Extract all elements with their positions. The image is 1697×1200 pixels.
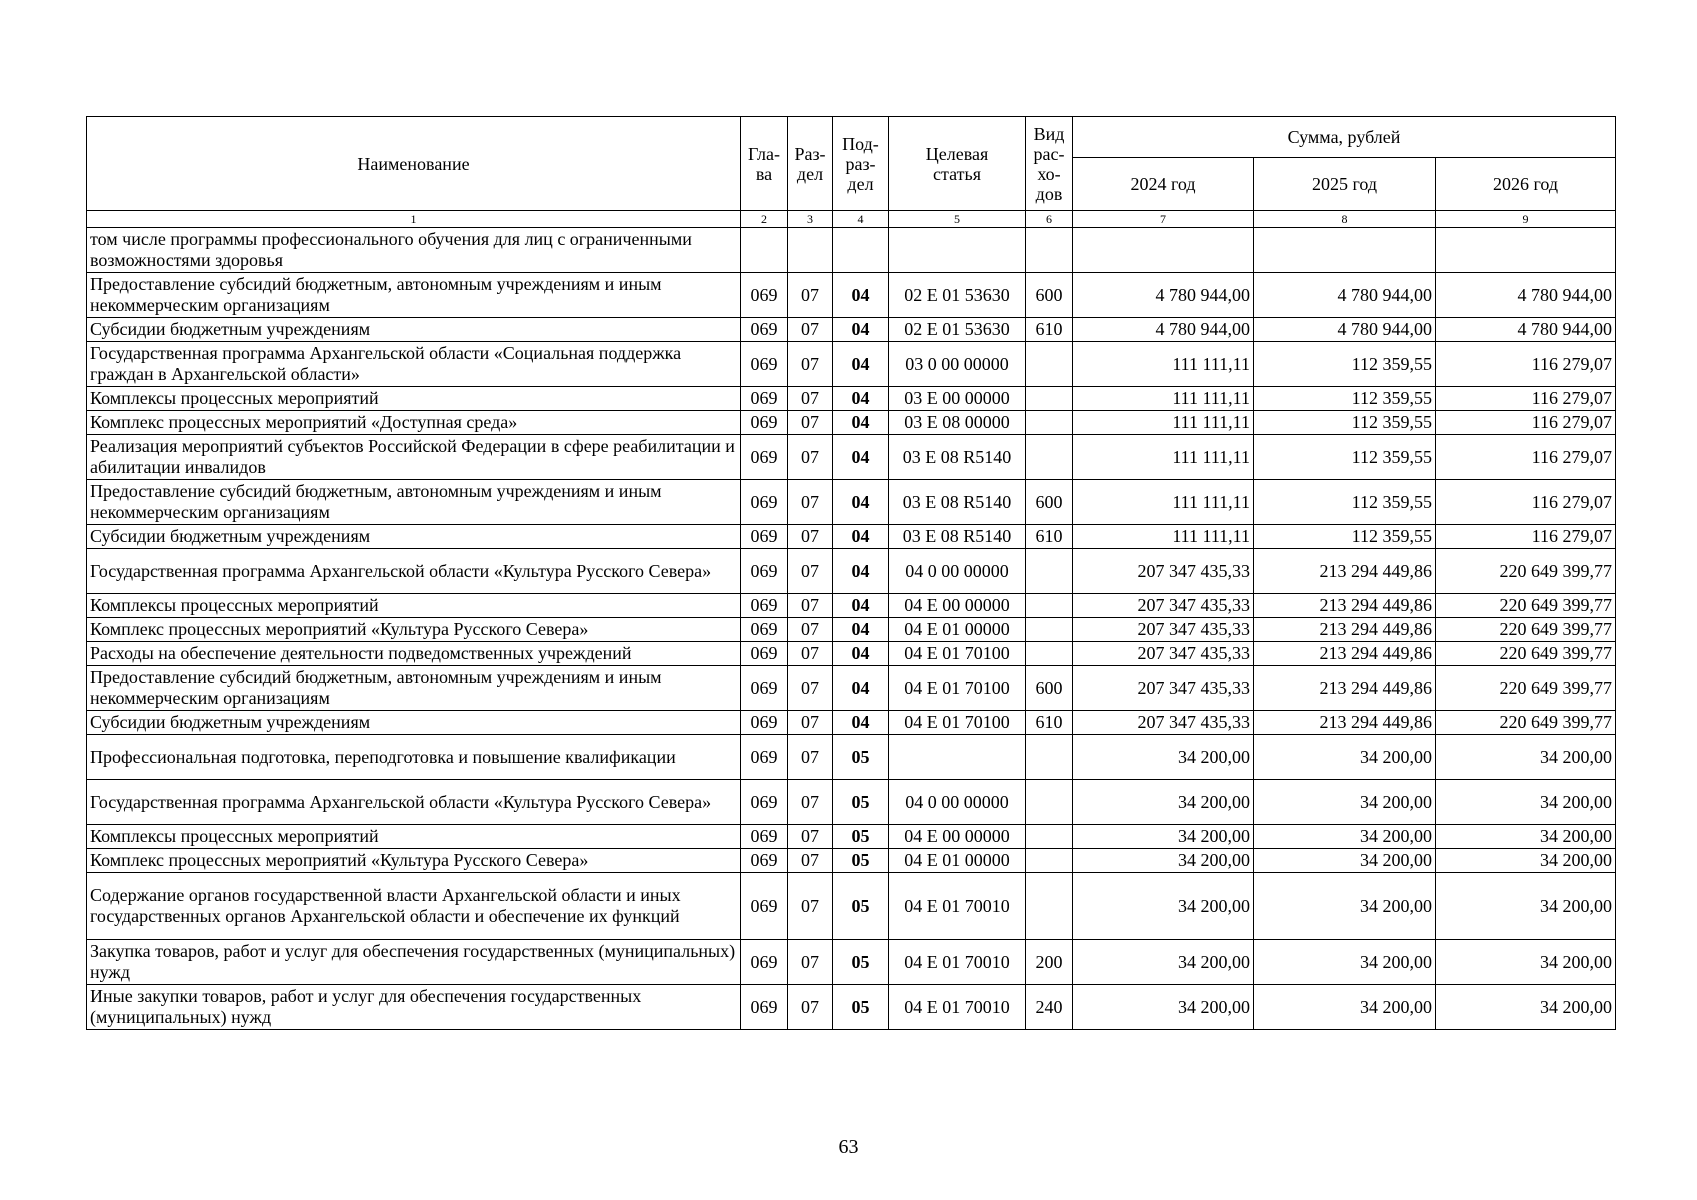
row-name: Государственная программа Архангельской области «Культура Русского Севера» bbox=[87, 780, 741, 825]
header-year-2026: 2026 год bbox=[1436, 158, 1616, 211]
row-sum-2024: 34 200,00 bbox=[1073, 940, 1254, 985]
column-number: 6 bbox=[1026, 211, 1073, 228]
row-subsection: 04 bbox=[833, 435, 889, 480]
row-section: 07 bbox=[788, 342, 833, 387]
row-chapter: 069 bbox=[741, 549, 788, 594]
row-subsection: 04 bbox=[833, 594, 889, 618]
column-number-row bbox=[87, 211, 1616, 228]
table-row bbox=[87, 435, 1616, 480]
row-name: Комплекс процессных мероприятий «Доступная среда» bbox=[87, 411, 741, 435]
row-section: 07 bbox=[788, 666, 833, 711]
row-section: 07 bbox=[788, 594, 833, 618]
row-name: Профессиональная подготовка, переподготовка и повышение квалификации bbox=[87, 735, 741, 780]
row-name: Закупка товаров, работ и услуг для обеспечения государственных (муниципальных) нужд bbox=[87, 940, 741, 985]
row-subsection: 04 bbox=[833, 273, 889, 318]
row-target-article bbox=[889, 735, 1026, 780]
row-sum-2026 bbox=[1436, 228, 1616, 273]
row-sum-2026: 116 279,07 bbox=[1436, 435, 1616, 480]
row-sum-2025: 34 200,00 bbox=[1254, 825, 1436, 849]
row-target-article: 04 0 00 00000 bbox=[889, 549, 1026, 594]
row-sum-2024: 207 347 435,33 bbox=[1073, 594, 1254, 618]
row-expense-type: 200 bbox=[1026, 940, 1073, 985]
row-sum-2025: 112 359,55 bbox=[1254, 480, 1436, 525]
row-section: 07 bbox=[788, 525, 833, 549]
row-name: Государственная программа Архангельской области «Культура Русского Севера» bbox=[87, 549, 741, 594]
row-sum-2024: 207 347 435,33 bbox=[1073, 642, 1254, 666]
table-row bbox=[87, 318, 1616, 342]
row-name: Государственная программа Архангельской области «Социальная поддержка граждан в Архангельской области» bbox=[87, 342, 741, 387]
row-sum-2026: 116 279,07 bbox=[1436, 342, 1616, 387]
row-sum-2025: 112 359,55 bbox=[1254, 411, 1436, 435]
column-number: 4 bbox=[833, 211, 889, 228]
row-chapter bbox=[741, 228, 788, 273]
row-sum-2024: 4 780 944,00 bbox=[1073, 318, 1254, 342]
row-expense-type: 600 bbox=[1026, 666, 1073, 711]
row-target-article: 04 Е 01 70100 bbox=[889, 711, 1026, 735]
row-sum-2024: 34 200,00 bbox=[1073, 735, 1254, 780]
table-row bbox=[87, 411, 1616, 435]
row-expense-type bbox=[1026, 825, 1073, 849]
row-sum-2024: 111 111,11 bbox=[1073, 387, 1254, 411]
table-row bbox=[87, 228, 1616, 273]
table-row bbox=[87, 618, 1616, 642]
row-sum-2025: 4 780 944,00 bbox=[1254, 318, 1436, 342]
row-subsection: 05 bbox=[833, 985, 889, 1030]
row-sum-2024: 207 347 435,33 bbox=[1073, 549, 1254, 594]
row-sum-2026: 4 780 944,00 bbox=[1436, 318, 1616, 342]
row-expense-type bbox=[1026, 780, 1073, 825]
row-expense-type: 610 bbox=[1026, 318, 1073, 342]
row-sum-2026: 34 200,00 bbox=[1436, 780, 1616, 825]
row-section: 07 bbox=[788, 940, 833, 985]
row-sum-2025: 213 294 449,86 bbox=[1254, 711, 1436, 735]
row-sum-2024: 34 200,00 bbox=[1073, 780, 1254, 825]
row-name: Комплексы процессных мероприятий bbox=[87, 825, 741, 849]
row-sum-2024: 111 111,11 bbox=[1073, 525, 1254, 549]
row-section: 07 bbox=[788, 642, 833, 666]
row-target-article: 04 Е 01 70010 bbox=[889, 940, 1026, 985]
column-number: 5 bbox=[889, 211, 1026, 228]
row-expense-type bbox=[1026, 435, 1073, 480]
row-subsection: 04 bbox=[833, 318, 889, 342]
row-name: Предоставление субсидий бюджетным, автономным учреждениям и иным некоммерческим организациям bbox=[87, 273, 741, 318]
row-target-article: 04 Е 01 70100 bbox=[889, 666, 1026, 711]
table-row bbox=[87, 849, 1616, 873]
row-target-article: 04 Е 01 00000 bbox=[889, 618, 1026, 642]
row-expense-type bbox=[1026, 873, 1073, 940]
table-row bbox=[87, 387, 1616, 411]
row-name: Предоставление субсидий бюджетным, автономным учреждениям и иным некоммерческим организациям bbox=[87, 480, 741, 525]
row-sum-2026: 220 649 399,77 bbox=[1436, 618, 1616, 642]
table-row bbox=[87, 525, 1616, 549]
row-sum-2024: 4 780 944,00 bbox=[1073, 273, 1254, 318]
table-body bbox=[87, 228, 1616, 1030]
row-target-article: 03 Е 00 00000 bbox=[889, 387, 1026, 411]
row-expense-type: 610 bbox=[1026, 711, 1073, 735]
row-sum-2024: 207 347 435,33 bbox=[1073, 618, 1254, 642]
row-sum-2024: 207 347 435,33 bbox=[1073, 666, 1254, 711]
column-number: 8 bbox=[1254, 211, 1436, 228]
row-chapter: 069 bbox=[741, 985, 788, 1030]
row-sum-2026: 34 200,00 bbox=[1436, 873, 1616, 940]
table-row bbox=[87, 940, 1616, 985]
row-section: 07 bbox=[788, 549, 833, 594]
row-sum-2025: 34 200,00 bbox=[1254, 735, 1436, 780]
row-subsection: 04 bbox=[833, 618, 889, 642]
row-target-article: 04 0 00 00000 bbox=[889, 780, 1026, 825]
row-sum-2026: 4 780 944,00 bbox=[1436, 273, 1616, 318]
row-sum-2026: 34 200,00 bbox=[1436, 849, 1616, 873]
row-subsection: 04 bbox=[833, 642, 889, 666]
row-sum-2024: 111 111,11 bbox=[1073, 342, 1254, 387]
row-chapter: 069 bbox=[741, 342, 788, 387]
row-sum-2026: 220 649 399,77 bbox=[1436, 594, 1616, 618]
table-row bbox=[87, 780, 1616, 825]
row-sum-2024: 34 200,00 bbox=[1073, 825, 1254, 849]
row-name: Субсидии бюджетным учреждениям bbox=[87, 318, 741, 342]
row-expense-type bbox=[1026, 735, 1073, 780]
row-expense-type bbox=[1026, 594, 1073, 618]
row-chapter: 069 bbox=[741, 825, 788, 849]
row-section: 07 bbox=[788, 873, 833, 940]
row-sum-2026: 116 279,07 bbox=[1436, 387, 1616, 411]
row-name: Предоставление субсидий бюджетным, автономным учреждениям и иным некоммерческим организациям bbox=[87, 666, 741, 711]
row-target-article: 03 0 00 00000 bbox=[889, 342, 1026, 387]
row-name: Расходы на обеспечение деятельности подведомственных учреждений bbox=[87, 642, 741, 666]
row-sum-2025: 34 200,00 bbox=[1254, 780, 1436, 825]
column-number: 2 bbox=[741, 211, 788, 228]
column-number: 1 bbox=[87, 211, 741, 228]
row-sum-2024 bbox=[1073, 228, 1254, 273]
row-target-article: 02 Е 01 53630 bbox=[889, 273, 1026, 318]
row-expense-type: 610 bbox=[1026, 525, 1073, 549]
row-chapter: 069 bbox=[741, 849, 788, 873]
row-expense-type bbox=[1026, 228, 1073, 273]
row-subsection: 04 bbox=[833, 342, 889, 387]
row-sum-2025: 213 294 449,86 bbox=[1254, 549, 1436, 594]
table-row bbox=[87, 825, 1616, 849]
row-section: 07 bbox=[788, 618, 833, 642]
header-name: Наименование bbox=[87, 117, 741, 211]
row-section: 07 bbox=[788, 273, 833, 318]
row-chapter: 069 bbox=[741, 480, 788, 525]
row-subsection: 05 bbox=[833, 849, 889, 873]
row-section: 07 bbox=[788, 480, 833, 525]
row-chapter: 069 bbox=[741, 411, 788, 435]
row-sum-2025: 112 359,55 bbox=[1254, 525, 1436, 549]
row-target-article: 04 Е 00 00000 bbox=[889, 825, 1026, 849]
row-section: 07 bbox=[788, 735, 833, 780]
row-section: 07 bbox=[788, 411, 833, 435]
row-section: 07 bbox=[788, 985, 833, 1030]
row-chapter: 069 bbox=[741, 666, 788, 711]
column-number: 7 bbox=[1073, 211, 1254, 228]
row-target-article: 04 Е 01 00000 bbox=[889, 849, 1026, 873]
row-expense-type bbox=[1026, 642, 1073, 666]
row-chapter: 069 bbox=[741, 318, 788, 342]
row-sum-2026: 116 279,07 bbox=[1436, 525, 1616, 549]
table-header bbox=[87, 117, 1616, 228]
row-name: Комплексы процессных мероприятий bbox=[87, 594, 741, 618]
table-row bbox=[87, 873, 1616, 940]
row-subsection bbox=[833, 228, 889, 273]
row-sum-2025: 112 359,55 bbox=[1254, 342, 1436, 387]
header-section: Раз- дел bbox=[788, 117, 833, 211]
row-sum-2026: 34 200,00 bbox=[1436, 825, 1616, 849]
row-target-article: 03 Е 08 R5140 bbox=[889, 480, 1026, 525]
row-subsection: 05 bbox=[833, 825, 889, 849]
row-name: том числе программы профессионального обучения для лиц с ограниченными возможностями здоровья bbox=[87, 228, 741, 273]
row-chapter: 069 bbox=[741, 780, 788, 825]
row-sum-2025: 4 780 944,00 bbox=[1254, 273, 1436, 318]
row-sum-2025: 34 200,00 bbox=[1254, 985, 1436, 1030]
row-expense-type: 600 bbox=[1026, 273, 1073, 318]
row-target-article: 03 Е 08 R5140 bbox=[889, 435, 1026, 480]
header-target-article: Целевая статья bbox=[889, 117, 1026, 211]
row-subsection: 04 bbox=[833, 711, 889, 735]
row-sum-2026: 34 200,00 bbox=[1436, 940, 1616, 985]
row-chapter: 069 bbox=[741, 735, 788, 780]
row-expense-type: 240 bbox=[1026, 985, 1073, 1030]
row-sum-2026: 220 649 399,77 bbox=[1436, 549, 1616, 594]
header-year-2024: 2024 год bbox=[1073, 158, 1254, 211]
row-expense-type bbox=[1026, 849, 1073, 873]
row-expense-type bbox=[1026, 549, 1073, 594]
row-subsection: 05 bbox=[833, 873, 889, 940]
row-subsection: 04 bbox=[833, 666, 889, 711]
row-target-article: 04 Е 01 70010 bbox=[889, 873, 1026, 940]
row-sum-2026: 220 649 399,77 bbox=[1436, 711, 1616, 735]
row-expense-type bbox=[1026, 411, 1073, 435]
header-year-2025: 2025 год bbox=[1254, 158, 1436, 211]
row-subsection: 05 bbox=[833, 735, 889, 780]
table-row bbox=[87, 549, 1616, 594]
table-row bbox=[87, 342, 1616, 387]
header-expense-type: Вид рас- хо- дов bbox=[1026, 117, 1073, 211]
row-sum-2024: 111 111,11 bbox=[1073, 435, 1254, 480]
row-target-article: 03 Е 08 00000 bbox=[889, 411, 1026, 435]
row-sum-2025: 112 359,55 bbox=[1254, 387, 1436, 411]
row-section: 07 bbox=[788, 849, 833, 873]
page-number: 63 bbox=[838, 1136, 859, 1158]
row-chapter: 069 bbox=[741, 873, 788, 940]
row-target-article: 04 Е 01 70010 bbox=[889, 985, 1026, 1030]
row-expense-type bbox=[1026, 618, 1073, 642]
row-sum-2026: 220 649 399,77 bbox=[1436, 642, 1616, 666]
row-sum-2026: 116 279,07 bbox=[1436, 480, 1616, 525]
row-name: Субсидии бюджетным учреждениям bbox=[87, 525, 741, 549]
table-row bbox=[87, 735, 1616, 780]
row-name: Иные закупки товаров, работ и услуг для обеспечения государственных (муниципальных) нужд bbox=[87, 985, 741, 1030]
row-chapter: 069 bbox=[741, 435, 788, 480]
table-row bbox=[87, 711, 1616, 735]
row-subsection: 05 bbox=[833, 940, 889, 985]
row-sum-2025: 34 200,00 bbox=[1254, 940, 1436, 985]
row-section: 07 bbox=[788, 711, 833, 735]
row-target-article: 04 Е 00 00000 bbox=[889, 594, 1026, 618]
row-section: 07 bbox=[788, 318, 833, 342]
row-target-article: 03 Е 08 R5140 bbox=[889, 525, 1026, 549]
row-subsection: 04 bbox=[833, 480, 889, 525]
row-sum-2025 bbox=[1254, 228, 1436, 273]
row-sum-2024: 34 200,00 bbox=[1073, 873, 1254, 940]
row-sum-2025: 112 359,55 bbox=[1254, 435, 1436, 480]
row-section: 07 bbox=[788, 825, 833, 849]
row-name: Субсидии бюджетным учреждениям bbox=[87, 711, 741, 735]
row-subsection: 04 bbox=[833, 411, 889, 435]
row-chapter: 069 bbox=[741, 711, 788, 735]
row-expense-type: 600 bbox=[1026, 480, 1073, 525]
column-number: 9 bbox=[1436, 211, 1616, 228]
row-chapter: 069 bbox=[741, 273, 788, 318]
row-target-article: 02 Е 01 53630 bbox=[889, 318, 1026, 342]
budget-table bbox=[86, 116, 1616, 1030]
row-subsection: 05 bbox=[833, 780, 889, 825]
row-sum-2024: 111 111,11 bbox=[1073, 411, 1254, 435]
row-chapter: 069 bbox=[741, 642, 788, 666]
row-subsection: 04 bbox=[833, 525, 889, 549]
table-row bbox=[87, 480, 1616, 525]
row-name: Содержание органов государственной власти Архангельской области и иных государственных органов Архангельской области и обеспечение их функций bbox=[87, 873, 741, 940]
table-row bbox=[87, 666, 1616, 711]
row-sum-2024: 111 111,11 bbox=[1073, 480, 1254, 525]
row-section: 07 bbox=[788, 780, 833, 825]
row-expense-type bbox=[1026, 342, 1073, 387]
row-sum-2026: 116 279,07 bbox=[1436, 411, 1616, 435]
row-sum-2025: 34 200,00 bbox=[1254, 873, 1436, 940]
table-row bbox=[87, 985, 1616, 1030]
row-sum-2026: 220 649 399,77 bbox=[1436, 666, 1616, 711]
row-sum-2025: 213 294 449,86 bbox=[1254, 618, 1436, 642]
row-chapter: 069 bbox=[741, 618, 788, 642]
row-sum-2025: 34 200,00 bbox=[1254, 849, 1436, 873]
row-name: Комплексы процессных мероприятий bbox=[87, 387, 741, 411]
row-name: Комплекс процессных мероприятий «Культура Русского Севера» bbox=[87, 618, 741, 642]
row-chapter: 069 bbox=[741, 525, 788, 549]
row-chapter: 069 bbox=[741, 594, 788, 618]
row-target-article bbox=[889, 228, 1026, 273]
row-sum-2025: 213 294 449,86 bbox=[1254, 642, 1436, 666]
row-sum-2025: 213 294 449,86 bbox=[1254, 666, 1436, 711]
row-subsection: 04 bbox=[833, 387, 889, 411]
row-sum-2026: 34 200,00 bbox=[1436, 735, 1616, 780]
row-section bbox=[788, 228, 833, 273]
row-subsection: 04 bbox=[833, 549, 889, 594]
row-target-article: 04 Е 01 70100 bbox=[889, 642, 1026, 666]
row-sum-2024: 34 200,00 bbox=[1073, 985, 1254, 1030]
row-sum-2024: 34 200,00 bbox=[1073, 849, 1254, 873]
row-sum-2025: 213 294 449,86 bbox=[1254, 594, 1436, 618]
table-row bbox=[87, 594, 1616, 618]
row-section: 07 bbox=[788, 387, 833, 411]
header-sum: Сумма, рублей bbox=[1073, 117, 1616, 158]
header-chapter: Гла- ва bbox=[741, 117, 788, 211]
row-name: Реализация мероприятий субъектов Российской Федерации в сфере реабилитации и абилитации инвалидов bbox=[87, 435, 741, 480]
row-name: Комплекс процессных мероприятий «Культура Русского Севера» bbox=[87, 849, 741, 873]
row-chapter: 069 bbox=[741, 387, 788, 411]
table-row bbox=[87, 273, 1616, 318]
row-section: 07 bbox=[788, 435, 833, 480]
table-row bbox=[87, 642, 1616, 666]
header-subsection: Под- раз- дел bbox=[833, 117, 889, 211]
row-expense-type bbox=[1026, 387, 1073, 411]
row-chapter: 069 bbox=[741, 940, 788, 985]
column-number: 3 bbox=[788, 211, 833, 228]
row-sum-2026: 34 200,00 bbox=[1436, 985, 1616, 1030]
row-sum-2024: 207 347 435,33 bbox=[1073, 711, 1254, 735]
